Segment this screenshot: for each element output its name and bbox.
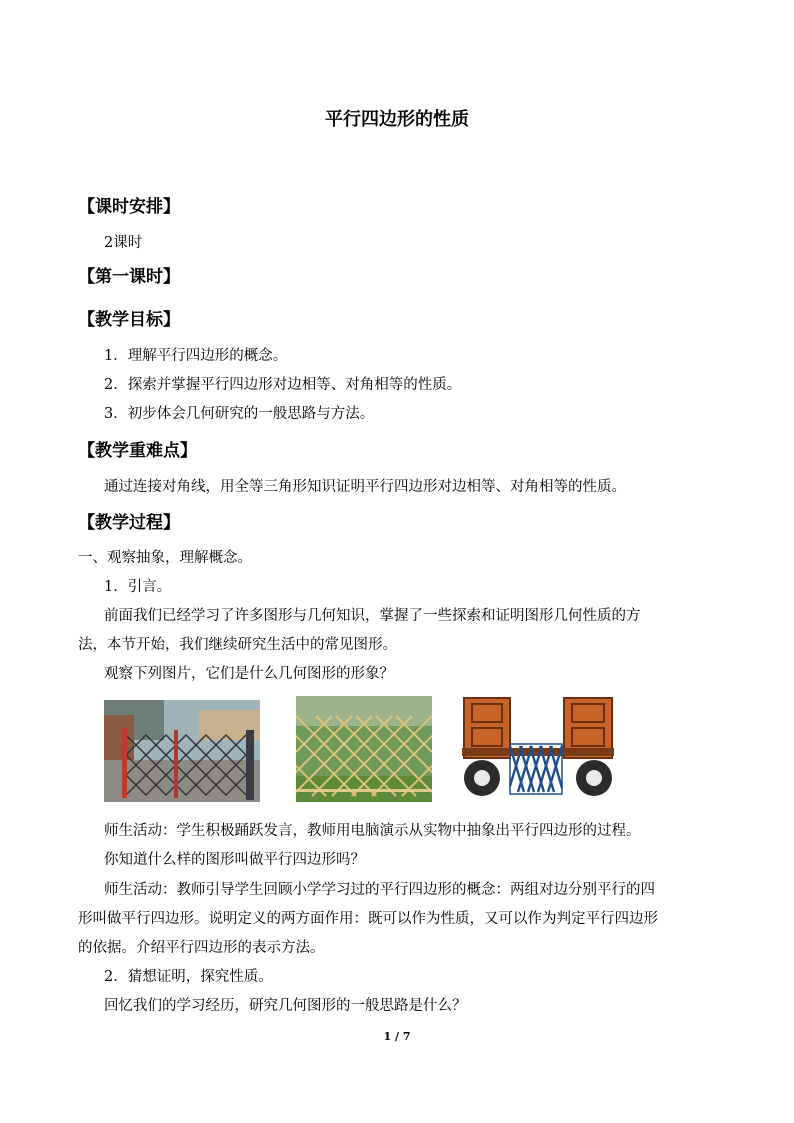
intro-paragraph-line: 法，本节开始，我们继续研究生活中的常见图形。 <box>78 637 397 653</box>
truck-lattice-illustration <box>462 696 614 802</box>
schedule-text: 2课时 <box>104 235 143 251</box>
intro-paragraph-line: 前面我们已经学习了许多图形与几何知识，掌握了一些探索和证明图形几何性质的方 <box>104 608 641 624</box>
activity2-line: 的依据。介绍平行四边形的表示方法。 <box>78 940 325 956</box>
step1-heading: 1．引言。 <box>104 579 172 595</box>
section-heading-process: 【教学过程】 <box>78 513 180 533</box>
objective-item: 3．初步体会几何研究的一般思路与方法。 <box>104 406 375 422</box>
objective-item: 2．探索并掌握平行四边形对边相等、对角相等的性质。 <box>104 377 462 393</box>
activity2-line: 形叫做平行四边形。说明定义的两方面作用：既可以作为性质，又可以作为判定平行四边形 <box>78 911 658 927</box>
section-heading-key-points: 【教学重难点】 <box>78 441 197 461</box>
section-heading-first-lesson: 【第一课时】 <box>78 267 180 287</box>
activity1-text: 师生活动：学生积极踊跃发言，教师用电脑演示从实物中抽象出平行四边形的过程。 <box>104 823 641 839</box>
key-points-text: 通过连接对角线，用全等三角形知识证明平行四边形对边相等、对角相等的性质。 <box>104 479 626 495</box>
objective-item: 1．理解平行四边形的概念。 <box>104 348 288 364</box>
section-heading-schedule: 【课时安排】 <box>78 197 180 217</box>
observe-prompt: 观察下列图片，它们是什么几何图形的形象？ <box>104 666 394 682</box>
bamboo-fence-photo <box>296 696 432 802</box>
question2-text: 回忆我们的学习经历，研究几何图形的一般思路是什么？ <box>104 998 467 1014</box>
page-number: 1 / 7 <box>383 1030 411 1043</box>
section-heading-objectives: 【教学目标】 <box>78 310 180 330</box>
step2-heading: 2．猜想证明，探究性质。 <box>104 969 273 985</box>
question1-text: 你知道什么样的图形叫做平行四边形吗？ <box>104 852 365 868</box>
folding-gate-photo <box>104 700 260 802</box>
page-title: 平行四边形的性质 <box>325 109 469 130</box>
part1-heading: 一、观察抽象，理解概念。 <box>78 550 252 566</box>
activity2-line: 师生活动：教师引导学生回顾小学学习过的平行四边形的概念：两组对边分别平行的四 <box>104 882 655 898</box>
